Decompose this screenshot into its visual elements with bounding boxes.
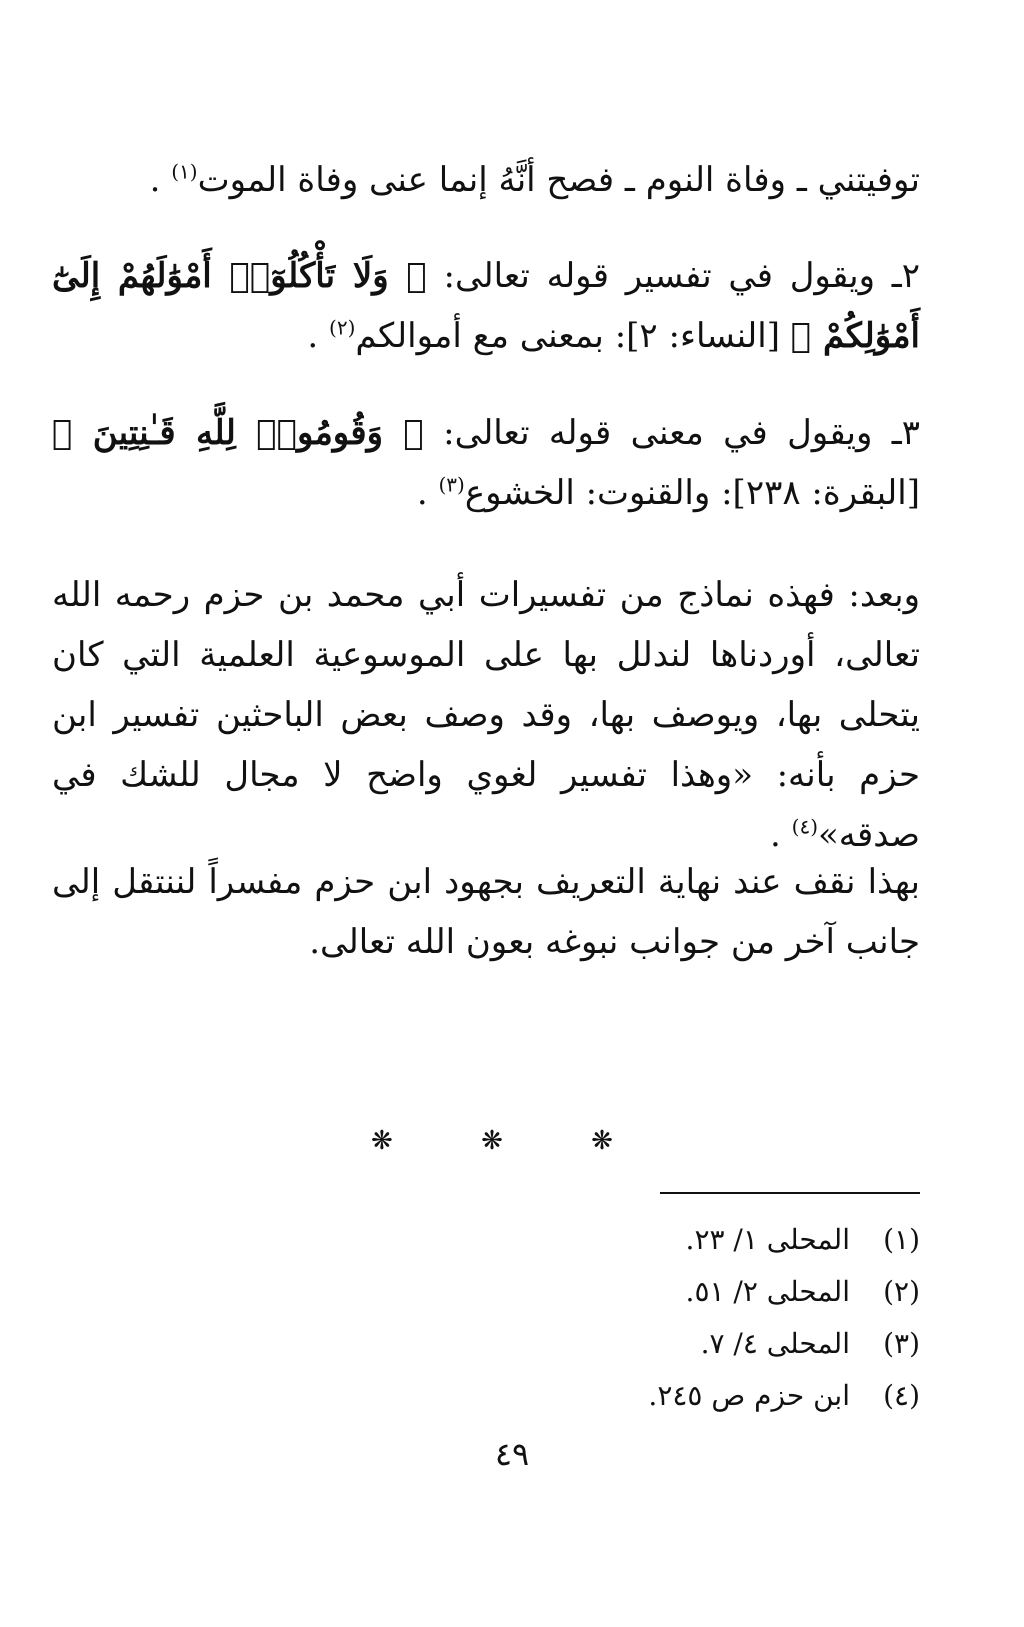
paragraph-prefix: ٣ـ ويقول في معنى قوله تعالى: bbox=[423, 413, 920, 453]
section-ornament: ❋ ❋ ❋ bbox=[371, 1126, 653, 1156]
footnote-text: المحلى ٢/ ٥١. bbox=[685, 1275, 850, 1308]
footnote-number: (١) bbox=[883, 1223, 920, 1256]
paragraph-suffix: [البقرة: ٢٣٨]: والقنوت: الخشوع bbox=[464, 473, 920, 513]
page-number: ٤٩ bbox=[494, 1435, 530, 1473]
paragraph-text: بهذا نقف عند نهاية التعريف بجهود ابن حزم مفسراً لننتقل إلى جانب آخر من جوانب نبوغه بعون الله تعالى. bbox=[52, 862, 920, 962]
quran-verse: ﴿ وَلَا تَأْكُلُوٓا۟ أَمْوَٰلَهُمْ إِلَىٰٓ أَمْوَٰلِكُمْ ﴾ bbox=[52, 256, 920, 356]
paragraph-item-3: ٣ـ ويقول في معنى قوله تعالى: ﴿ وَقُومُوا۟ لِلَّهِ قَـٰنِتِينَ ﴾ [البقرة: ٢٣٨]: والقنوت: الخشوع$^{(٣)}$ . bbox=[52, 413, 920, 513]
footnote-number: (٢) bbox=[883, 1275, 920, 1308]
paragraph-text: توفيتني ـ وفاة النوم ـ فصح أنَّهُ إنما عنى وفاة الموت bbox=[197, 160, 920, 200]
footnotes-list bbox=[420, 1214, 920, 1422]
footnote-reference[interactable]: (٢) bbox=[329, 315, 356, 340]
footnote-number: (٣) bbox=[883, 1327, 920, 1360]
paragraph-suffix: [النساء: ٢]: بمعنى مع أموالكم bbox=[355, 316, 791, 356]
paragraph-item-2: ٢ـ ويقول في تفسير قوله تعالى: ﴿ وَلَا تَأْكُلُوٓا۟ أَمْوَٰلَهُمْ إِلَىٰٓ أَمْوَٰلِكُمْ ﴾ [النساء: ٢]: بمعنى مع أموالكم$^{(٢)}$ . bbox=[52, 256, 920, 356]
footnote-text: المحلى ٤/ ٧. bbox=[700, 1327, 850, 1360]
paragraph-conclusion: وبعد: فهذه نماذج من تفسيرات أبي محمد بن حزم رحمه الله تعالى، أوردناها لندلل بها على الموسوعية العلمية التي كان يتحلى بها، ويوصف بها، وقد وصف بعض الباحثين تفسير ابن حزم بأنه: «وهذا تفسير لغوي واضح لا مجال للشك في صدقه»$^{(٤)}$ . bbox=[52, 575, 920, 855]
footnote-item bbox=[420, 1318, 920, 1370]
footnote-number: (٤) bbox=[883, 1379, 920, 1412]
footnote-text: المحلى ١/ ٢٣. bbox=[685, 1223, 850, 1256]
quran-verse: ﴿ وَقُومُوا۟ لِلَّهِ قَـٰنِتِينَ ﴾ bbox=[52, 413, 424, 453]
footnote-item bbox=[420, 1214, 920, 1266]
footnote-text: ابن حزم ص ٢٤٥. bbox=[648, 1379, 850, 1412]
footnote-reference[interactable]: (١) bbox=[171, 159, 198, 184]
paragraph-continuation: توفيتني ـ وفاة النوم ـ فصح أنَّهُ إنما عنى وفاة الموت$^{(١)}$ . bbox=[149, 159, 920, 200]
footnote-item bbox=[420, 1266, 920, 1318]
footnote-item bbox=[420, 1370, 920, 1422]
paragraph-text: وبعد: فهذه نماذج من تفسيرات أبي محمد بن حزم رحمه الله تعالى، أوردناها لندلل بها على الموسوعية العلمية التي كان يتحلى بها، ويوصف بها، وقد وصف بعض الباحثين تفسير ابن حزم بأنه: «وهذا تفسير لغوي واضح لا مجال للشك في صدقه» bbox=[52, 575, 920, 855]
paragraph-transition bbox=[52, 852, 920, 972]
footnote-reference[interactable]: (٣) bbox=[438, 472, 465, 497]
footnote-reference[interactable]: (٤) bbox=[791, 814, 818, 839]
footnote-divider bbox=[660, 1192, 920, 1194]
paragraph-prefix: ٢ـ ويقول في تفسير قوله تعالى: bbox=[426, 256, 920, 296]
